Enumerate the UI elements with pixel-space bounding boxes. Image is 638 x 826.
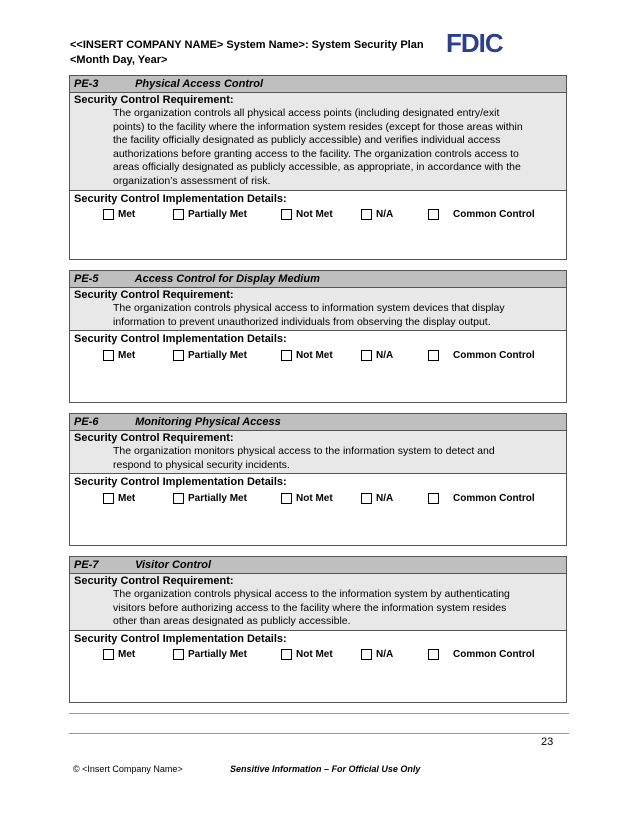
fdic-logo xyxy=(446,28,503,59)
requirement-section xyxy=(70,431,566,474)
requirement-label: Security Control Requirement: xyxy=(74,94,234,106)
checkbox-label: Met xyxy=(118,649,136,661)
checkbox-label: N/A xyxy=(376,349,394,361)
checkbox-common-control[interactable] xyxy=(428,493,535,504)
checkbox-box[interactable] xyxy=(361,209,372,220)
footer-company: © <Insert Company Name> xyxy=(73,764,183,774)
checkbox-label: Met xyxy=(118,209,136,221)
control-title: Monitoring Physical Access xyxy=(135,416,281,428)
header-title: <<INSERT COMPANY NAME> System Name>: System Security Plan xyxy=(70,39,424,51)
checkbox-label: Partially Met xyxy=(188,649,247,661)
requirement-section xyxy=(70,93,566,191)
status-checkboxes xyxy=(70,207,566,223)
requirement-line: authorizations before granting access to the facility. The organization controls access to xyxy=(113,147,519,160)
footer-divider-top xyxy=(69,713,569,714)
implementation-section xyxy=(70,474,566,506)
checkbox-label: Met xyxy=(118,349,136,361)
control-pe-6 xyxy=(69,413,567,546)
checkbox-partially-met[interactable] xyxy=(173,209,281,220)
implementation-label: Security Control Implementation Details: xyxy=(74,476,287,489)
requirement-text xyxy=(70,588,566,629)
control-id: PE-3 xyxy=(74,78,99,90)
control-pe-5 xyxy=(69,270,567,403)
control-pe-7 xyxy=(69,556,567,703)
checkbox-not-met[interactable] xyxy=(281,649,361,660)
checkbox-met[interactable] xyxy=(103,209,173,220)
checkbox-na[interactable] xyxy=(361,209,428,220)
checkbox-box[interactable] xyxy=(281,493,292,504)
checkbox-box[interactable] xyxy=(103,493,114,504)
checkbox-met[interactable] xyxy=(103,649,173,660)
checkbox-label: N/A xyxy=(376,209,394,221)
checkbox-label: Met xyxy=(118,492,136,504)
implementation-section xyxy=(70,191,566,223)
requirement-line: the facility officially designated as publicly accessible) and verifies individual access xyxy=(113,134,501,147)
implementation-label: Security Control Implementation Details: xyxy=(74,632,287,645)
footer-divider-bottom xyxy=(69,733,569,734)
checkbox-box[interactable] xyxy=(103,209,114,220)
requirement-label: Security Control Requirement: xyxy=(74,289,234,301)
checkbox-box[interactable] xyxy=(428,649,439,660)
status-checkboxes xyxy=(70,490,566,506)
requirement-label: Security Control Requirement: xyxy=(74,575,234,587)
status-checkboxes xyxy=(70,647,566,663)
requirement-section xyxy=(70,574,566,631)
checkbox-partially-met[interactable] xyxy=(173,493,281,504)
checkbox-na[interactable] xyxy=(361,649,428,660)
checkbox-common-control[interactable] xyxy=(428,649,535,660)
control-title-bar xyxy=(70,76,566,93)
checkbox-common-control[interactable] xyxy=(428,209,535,220)
checkbox-label: Not Met xyxy=(296,649,333,661)
requirement-line: respond to physical security incidents. xyxy=(113,458,290,471)
checkbox-not-met[interactable] xyxy=(281,350,361,361)
checkbox-label: Common Control xyxy=(453,492,535,504)
checkbox-na[interactable] xyxy=(361,493,428,504)
checkbox-box[interactable] xyxy=(173,493,184,504)
header-date: <Month Day, Year> xyxy=(70,54,168,66)
checkbox-box[interactable] xyxy=(281,350,292,361)
checkbox-label: N/A xyxy=(376,649,394,661)
requirement-text xyxy=(70,445,566,472)
requirement-line: The organization controls all physical access points (including designated entry/exit xyxy=(113,107,500,119)
checkbox-box[interactable] xyxy=(428,209,439,220)
control-title: Visitor Control xyxy=(135,559,212,571)
fdic-logo-text: FDIC xyxy=(446,28,503,58)
control-title-bar xyxy=(70,557,566,574)
requirement-text xyxy=(70,302,566,329)
checkbox-label: Not Met xyxy=(296,492,333,504)
checkbox-box[interactable] xyxy=(361,350,372,361)
requirement-label: Security Control Requirement: xyxy=(74,432,234,444)
requirement-line: organization’s assessment of risk. xyxy=(113,174,271,187)
checkbox-box[interactable] xyxy=(428,350,439,361)
requirement-line: visitors before authorizing access to the facility where the information system resides xyxy=(113,601,507,614)
checkbox-partially-met[interactable] xyxy=(173,649,281,660)
implementation-section xyxy=(70,331,566,363)
requirement-line: information to prevent unauthorized individuals from observing the display output. xyxy=(113,315,491,328)
checkbox-box[interactable] xyxy=(281,649,292,660)
control-id: PE-5 xyxy=(74,273,99,285)
implementation-label: Security Control Implementation Details: xyxy=(74,192,287,205)
checkbox-label: Common Control xyxy=(453,649,535,661)
requirement-line: The organization controls physical access to the information system by authenticating xyxy=(113,588,510,600)
checkbox-box[interactable] xyxy=(361,493,372,504)
checkbox-box[interactable] xyxy=(173,649,184,660)
control-id: PE-7 xyxy=(74,559,99,571)
status-checkboxes xyxy=(70,347,566,363)
checkbox-label: Partially Met xyxy=(188,209,247,221)
checkbox-label: Not Met xyxy=(296,209,333,221)
control-title-bar xyxy=(70,414,566,431)
checkbox-not-met[interactable] xyxy=(281,209,361,220)
checkbox-box[interactable] xyxy=(103,649,114,660)
checkbox-label: Partially Met xyxy=(188,492,247,504)
checkbox-box[interactable] xyxy=(361,649,372,660)
checkbox-box[interactable] xyxy=(103,350,114,361)
footer-classification: Sensitive Information – For Official Use Only xyxy=(230,764,421,774)
control-title: Access Control for Display Medium xyxy=(134,273,320,285)
checkbox-label: Common Control xyxy=(453,209,535,221)
requirement-section xyxy=(70,288,566,331)
requirement-line: other than areas designated as publicly accessible. xyxy=(113,615,351,628)
implementation-section xyxy=(70,631,566,663)
checkbox-box[interactable] xyxy=(428,493,439,504)
checkbox-label: N/A xyxy=(376,492,394,504)
checkbox-met[interactable] xyxy=(103,350,173,361)
implementation-label: Security Control Implementation Details: xyxy=(74,333,287,346)
checkbox-box[interactable] xyxy=(173,209,184,220)
checkbox-partially-met[interactable] xyxy=(173,350,281,361)
requirement-line: areas officially designated as publicly accessible, as appropriate, in accordance with the xyxy=(113,161,521,174)
checkbox-met[interactable] xyxy=(103,493,173,504)
checkbox-label: Common Control xyxy=(453,349,535,361)
checkbox-common-control[interactable] xyxy=(428,350,535,361)
requirement-line: points) to the facility where the information system resides (except for those areas within xyxy=(113,120,523,133)
requirement-text xyxy=(70,107,566,189)
checkbox-label: Not Met xyxy=(296,349,333,361)
checkbox-box[interactable] xyxy=(173,350,184,361)
control-title: Physical Access Control xyxy=(135,78,264,90)
page-number: 23 xyxy=(541,736,554,748)
control-id: PE-6 xyxy=(74,416,99,428)
checkbox-label: Partially Met xyxy=(188,349,247,361)
checkbox-na[interactable] xyxy=(361,350,428,361)
control-title-bar xyxy=(70,271,566,288)
checkbox-not-met[interactable] xyxy=(281,493,361,504)
requirement-line: The organization controls physical access to information system devices that display xyxy=(113,302,505,314)
requirement-line: The organization monitors physical access to the information system to detect and xyxy=(113,445,495,457)
checkbox-box[interactable] xyxy=(281,209,292,220)
control-pe-3 xyxy=(69,75,567,260)
